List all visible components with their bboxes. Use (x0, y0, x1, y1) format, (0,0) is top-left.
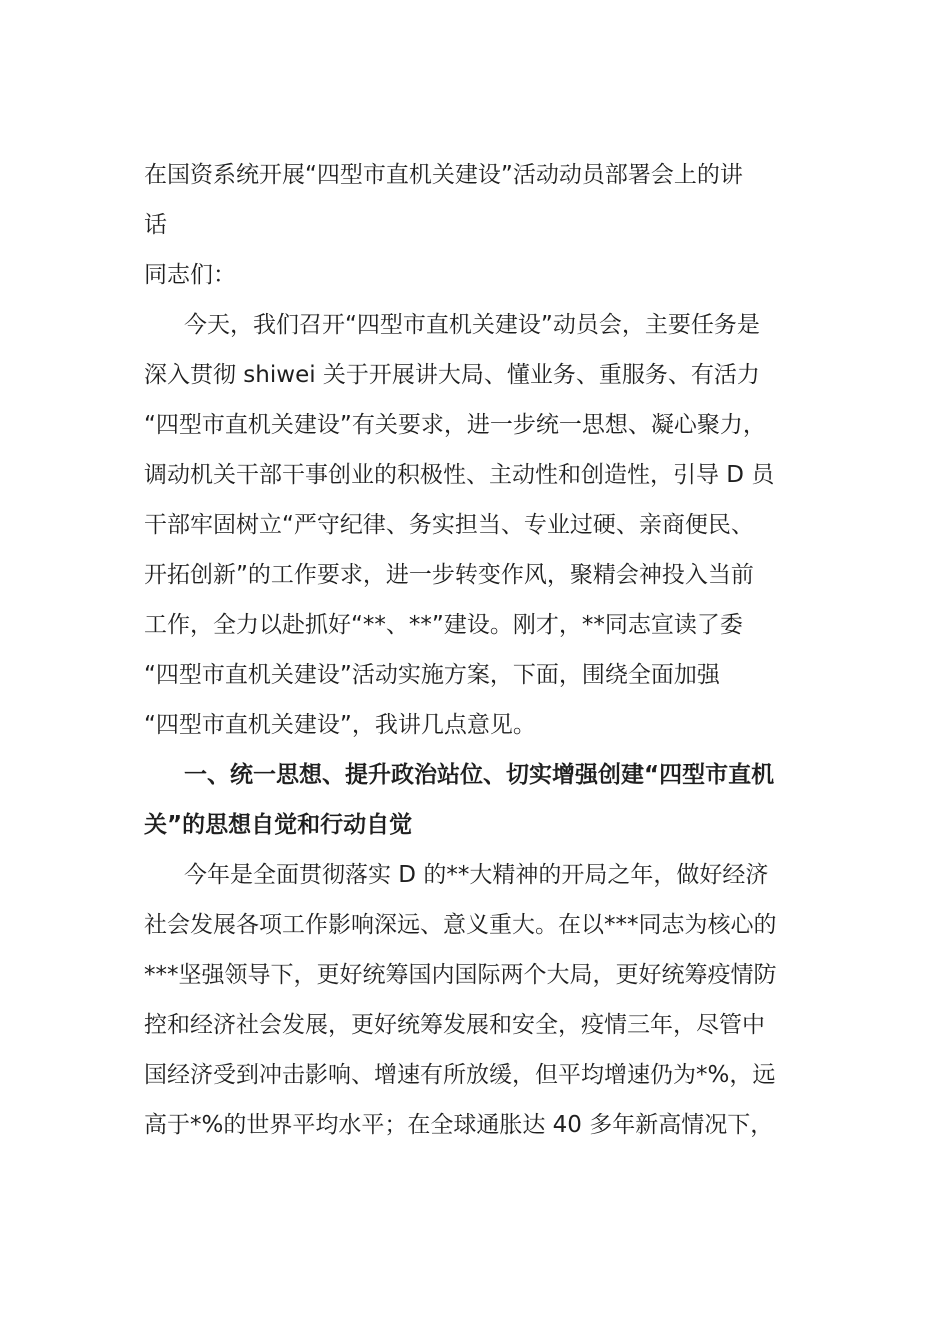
paragraph-line: 国经济受到冲击影响、增速有所放缓，但平均增速仍为*%，远 (144, 1062, 776, 1088)
paragraph-line: 深入贯彻 shiwei 关于开展讲大局、懂业务、重服务、有活力 (144, 362, 760, 388)
paragraph-line: ***坚强领导下，更好统筹国内国际两个大局，更好统筹疫情防 (144, 962, 777, 988)
paragraph-line: “四型市直机关建设”有关要求，进一步统一思想、凝心聚力， (144, 412, 766, 438)
document-title (144, 150, 824, 250)
paragraph-line: 社会发展各项工作影响深远、意义重大。在以***同志为核心的 (144, 912, 777, 938)
paragraph-line: 开拓创新”的工作要求，进一步转变作风，聚精会神投入当前 (144, 562, 754, 588)
title-line: 话 (144, 212, 167, 238)
title-line: 在国资系统开展“四型市直机关建设”活动动员部署会上的讲 (144, 162, 743, 188)
section-heading-1 (144, 750, 824, 850)
paragraph-line: 今年是全面贯彻落实 D 的**大精神的开局之年，做好经济 (184, 862, 769, 888)
heading-line: 关”的思想自觉和行动自觉 (144, 812, 413, 838)
paragraph-line: 干部牢固树立“严守纪律、务实担当、专业过硬、亲商便民、 (144, 512, 754, 538)
salutation: 同志们： (144, 262, 236, 288)
paragraph-1 (144, 300, 824, 750)
document-body (144, 150, 824, 1150)
paragraph-line: 控和经济社会发展，更好统筹发展和安全，疫情三年，尽管中 (144, 1012, 765, 1038)
paragraph-line: “四型市直机关建设”，我讲几点意见。 (144, 712, 536, 738)
paragraph-2 (144, 850, 824, 1150)
paragraph-line: 调动机关干部干事创业的积极性、主动性和创造性，引导 D 员 (144, 462, 775, 488)
paragraph-line: 高于*%的世界平均水平；在全球通胀达 40 多年新高情况下， (144, 1112, 774, 1138)
heading-line: 一、统一思想、提升政治站位、切实增强创建“四型市直机 (184, 762, 775, 788)
paragraph-line: “四型市直机关建设”活动实施方案，下面，围绕全面加强 (144, 662, 720, 688)
paragraph-line: 今天，我们召开“四型市直机关建设”动员会，主要任务是 (184, 312, 760, 338)
paragraph-line: 工作，全力以赴抓好“**、**”建设。刚才，**同志宣读了委 (144, 612, 743, 638)
